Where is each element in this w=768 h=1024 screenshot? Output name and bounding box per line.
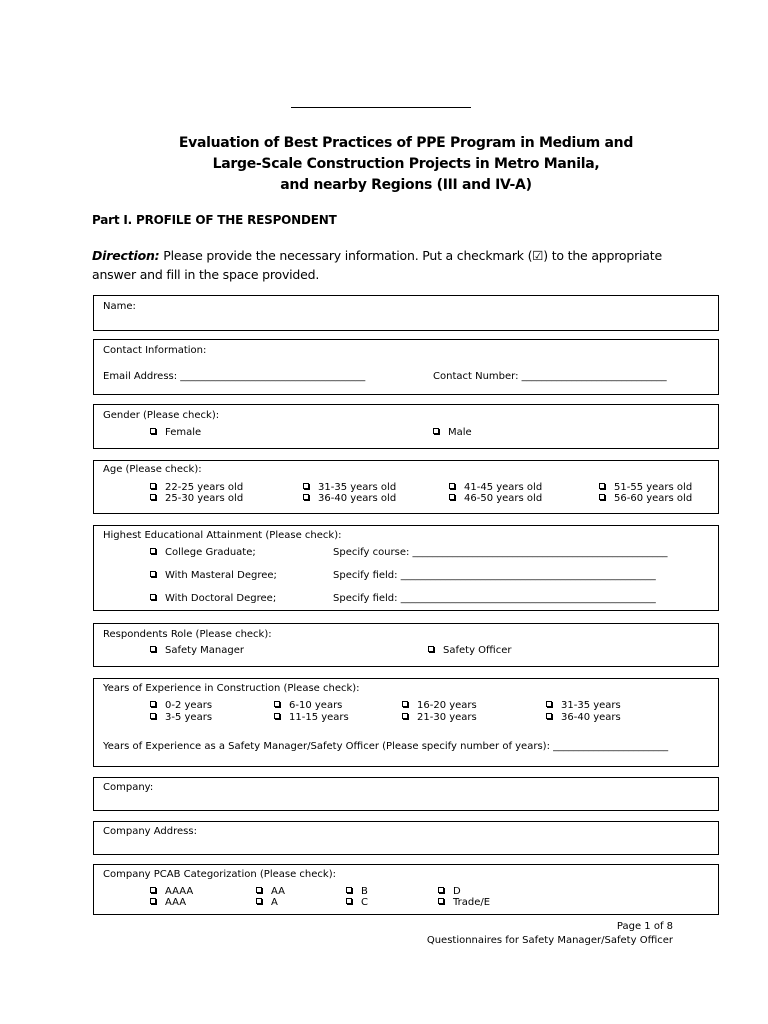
role-option-safety-manager[interactable]: Safety Manager xyxy=(150,645,244,657)
checkbox-icon[interactable] xyxy=(150,483,156,489)
role-label: Respondents Role (Please check): xyxy=(103,629,272,640)
pcab-option[interactable]: C xyxy=(346,897,368,909)
specify-field-masteral[interactable]: Specify field: ___________________________________________________ xyxy=(333,570,656,581)
specify-course-field[interactable]: Specify course: ___________________________________________________ xyxy=(333,547,668,558)
experience-option[interactable]: 6-10 years xyxy=(274,700,342,712)
email-field[interactable]: Email Address: _____________________________________ xyxy=(103,371,366,382)
company-label: Company: xyxy=(103,782,154,793)
checkbox-icon[interactable] xyxy=(150,571,156,577)
education-option-college[interactable]: College Graduate; xyxy=(150,547,256,559)
checkbox-icon[interactable] xyxy=(150,646,156,652)
company-address-label: Company Address: xyxy=(103,826,197,837)
checkbox-icon[interactable] xyxy=(449,483,455,489)
checkbox-icon[interactable] xyxy=(449,494,455,500)
checkbox-icon[interactable] xyxy=(303,483,309,489)
age-option[interactable]: 56-60 years old xyxy=(599,493,692,505)
checkbox-icon[interactable] xyxy=(150,594,156,600)
experience-box xyxy=(93,678,719,767)
checkbox-icon[interactable] xyxy=(346,887,352,893)
direction-text-1: Please provide the necessary information. Put a checkmark (☑) to the appropriate xyxy=(159,248,662,263)
age-option[interactable]: 41-45 years old xyxy=(449,482,542,494)
checkbox-icon[interactable] xyxy=(150,494,156,500)
role-box xyxy=(93,623,719,667)
checkbox-icon[interactable] xyxy=(438,898,444,904)
pcab-label: Company PCAB Categorization (Please check): xyxy=(103,869,336,880)
name-label: Name: xyxy=(103,301,136,312)
contact-box xyxy=(93,339,719,395)
top-signature-line xyxy=(291,107,471,108)
title-line-3: and nearby Regions (III and IV-A) xyxy=(280,177,532,193)
age-option[interactable]: 25-30 years old xyxy=(150,493,243,505)
gender-option-male[interactable]: Male xyxy=(433,427,472,439)
checkbox-icon[interactable] xyxy=(433,428,439,434)
checkbox-icon[interactable] xyxy=(274,713,280,719)
checkbox-icon[interactable] xyxy=(256,887,262,893)
checkbox-icon[interactable] xyxy=(599,494,605,500)
checkbox-icon[interactable] xyxy=(150,713,156,719)
pcab-option[interactable]: AA xyxy=(256,886,285,898)
checkbox-icon[interactable] xyxy=(402,713,408,719)
experience-label: Years of Experience in Construction (Please check): xyxy=(103,683,360,694)
checkbox-icon[interactable] xyxy=(303,494,309,500)
part-heading: Part I. PROFILE OF THE RESPONDENT xyxy=(92,213,337,227)
direction-label: Direction: xyxy=(92,248,160,263)
pcab-option[interactable]: AAAA xyxy=(150,886,193,898)
name-field-box[interactable] xyxy=(93,295,719,331)
pcab-option[interactable]: B xyxy=(346,886,368,898)
age-option[interactable]: 31-35 years old xyxy=(303,482,396,494)
checkbox-icon[interactable] xyxy=(150,898,156,904)
checkbox-icon[interactable] xyxy=(150,887,156,893)
contact-label: Contact Information: xyxy=(103,345,207,356)
experience-option[interactable]: 3-5 years xyxy=(150,712,212,724)
experience-option[interactable]: 11-15 years xyxy=(274,712,349,724)
experience-option[interactable]: 36-40 years xyxy=(546,712,621,724)
education-option-doctoral[interactable]: With Doctoral Degree; xyxy=(150,593,276,605)
checkbox-icon[interactable] xyxy=(150,548,156,554)
age-option[interactable]: 51-55 years old xyxy=(599,482,692,494)
document-footer: Questionnaires for Safety Manager/Safety Officer xyxy=(426,935,673,946)
contact-number-field[interactable]: Contact Number: _____________________________ xyxy=(433,371,667,382)
checkbox-icon[interactable] xyxy=(402,701,408,707)
pcab-option[interactable]: Trade/E xyxy=(438,897,490,909)
education-box xyxy=(93,525,719,611)
specify-field-doctoral[interactable]: Specify field: ___________________________________________________ xyxy=(333,593,656,604)
direction-line-1 xyxy=(92,248,662,263)
experience-option[interactable]: 16-20 years xyxy=(402,700,477,712)
checkbox-icon[interactable] xyxy=(256,898,262,904)
pcab-option[interactable]: AAA xyxy=(150,897,186,909)
role-option-safety-officer[interactable]: Safety Officer xyxy=(428,645,511,657)
pcab-option[interactable]: D xyxy=(438,886,461,898)
gender-label: Gender (Please check): xyxy=(103,410,220,421)
checkbox-icon[interactable] xyxy=(599,483,605,489)
education-option-masteral[interactable]: With Masteral Degree; xyxy=(150,570,277,582)
checkbox-icon[interactable] xyxy=(428,646,434,652)
age-option[interactable]: 46-50 years old xyxy=(449,493,542,505)
page-number: Page 1 of 8 xyxy=(616,921,673,932)
checkbox-icon[interactable] xyxy=(438,887,444,893)
experience-option[interactable]: 31-35 years xyxy=(546,700,621,712)
checkbox-icon[interactable] xyxy=(274,701,280,707)
checkbox-icon[interactable] xyxy=(546,713,552,719)
age-option[interactable]: 36-40 years old xyxy=(303,493,396,505)
gender-option-female[interactable]: Female xyxy=(150,427,201,439)
education-label: Highest Educational Attainment (Please check): xyxy=(103,530,342,541)
age-box xyxy=(93,460,719,514)
company-field-box[interactable] xyxy=(93,777,719,811)
experience-option[interactable]: 0-2 years xyxy=(150,700,212,712)
checkbox-icon[interactable] xyxy=(150,428,156,434)
direction-line-2: answer and fill in the space provided. xyxy=(92,267,320,282)
title-line-1: Evaluation of Best Practices of PPE Program in Medium and xyxy=(178,135,634,151)
pcab-option[interactable]: A xyxy=(256,897,278,909)
checkbox-icon[interactable] xyxy=(546,701,552,707)
age-label: Age (Please check): xyxy=(103,464,202,475)
age-option[interactable]: 22-25 years old xyxy=(150,482,243,494)
pcab-box xyxy=(93,864,719,915)
checkbox-icon[interactable] xyxy=(346,898,352,904)
checkbox-icon[interactable] xyxy=(150,701,156,707)
gender-box xyxy=(93,404,719,449)
safety-experience-field[interactable]: Years of Experience as a Safety Manager/Safety Officer (Please specify number of years): _______________________ xyxy=(103,741,669,752)
company-address-field-box[interactable] xyxy=(93,821,719,855)
title-line-2: Large-Scale Construction Projects in Metro Manila, xyxy=(212,156,600,172)
experience-option[interactable]: 21-30 years xyxy=(402,712,477,724)
